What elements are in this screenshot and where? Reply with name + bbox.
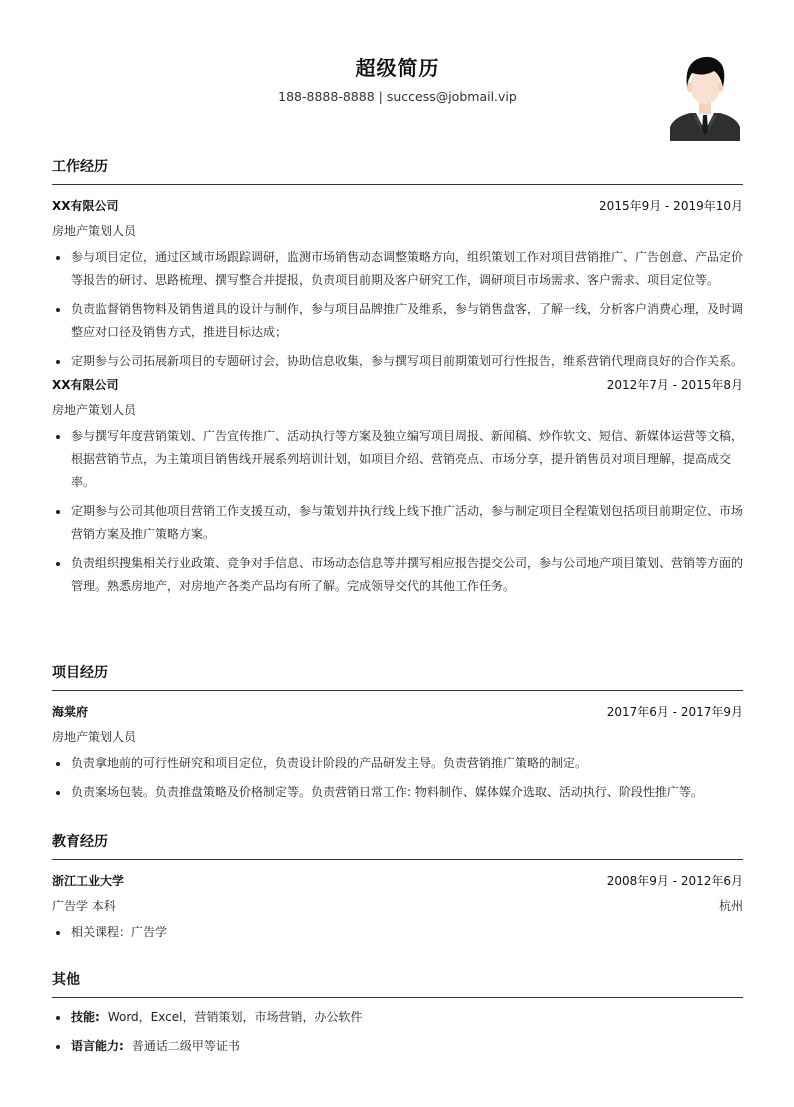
section-divider <box>52 997 743 998</box>
work-entry <box>52 197 743 373</box>
bullet-list <box>52 752 743 804</box>
language-value: 普通话二级甲等证书 <box>131 1039 240 1053</box>
section-divider <box>52 690 743 691</box>
skill-value: Word，Excel，营销策划，市场营销，办公软件 <box>107 1010 363 1024</box>
date-range: 2012年7月 - 2015年8月 <box>606 378 743 392</box>
bullet-list <box>52 246 743 373</box>
list-item: 负责监督销售物料及销售道具的设计与制作，参与项目品牌推广及维系，参与销售盘客，了解一线，分析客户消费心理，及时调整应对口径及销售方式，推进目标达成； <box>52 298 743 344</box>
school-name: 浙江工业大学 <box>52 874 125 888</box>
project-role: 房地产策划人员 <box>52 730 137 744</box>
list-item: 负责案场包装。负责推盘策略及价格制定等。负责营销日常工作: 物料制作、媒体媒介选取、活动执行、阶段性推广等。 <box>52 781 743 804</box>
project-entry <box>52 703 743 804</box>
section-title: 工作经历 <box>52 159 108 175</box>
section-title: 其他 <box>52 972 80 988</box>
work-experience-section <box>52 156 743 598</box>
other-section <box>52 969 743 1058</box>
school-city: 杭州 <box>718 899 743 913</box>
list-item: 参与撰写年度营销策划、广告宣传推广、活动执行等方案及独立编写项目周报、新闻稿、炒作软文、短信、新媒体运营等文稿，根据营销节点，为主策项目销售线开展系列培训计划，如项目介绍、营销亮点、市场分享，提升销售员对项目理解，提高成交率。 <box>52 425 743 494</box>
bullet-list <box>52 1006 743 1058</box>
resume-name: 超级简历 <box>355 56 440 80</box>
list-item: 参与项目定位，通过区域市场跟踪调研，监测市场销售动态调整策略方向，组织策划工作对项目营销推广、广告创意、产品定价等报告的研讨、思路梳理、撰写整合并提报，负责项目前期及客户研究工作，调研项目市场需求、客户需求、项目定位等。 <box>52 246 743 292</box>
section-title: 项目经历 <box>52 665 108 681</box>
date-range: 2008年9月 - 2012年6月 <box>606 874 743 888</box>
date-range: 2017年6月 - 2017年9月 <box>606 705 743 719</box>
education-section <box>52 831 743 944</box>
major-degree: 广告学 本科 <box>52 899 116 913</box>
list-item: 负责拿地前的可行性研究和项目定位，负责设计阶段的产品研发主导。负责营销推广策略的制定。 <box>52 752 743 775</box>
language-label: 语言能力: <box>71 1039 124 1053</box>
project-name: 海棠府 <box>52 705 89 719</box>
contact-info: 188-8888-8888 | success@jobmail.vip <box>278 89 517 104</box>
project-experience-section <box>52 662 743 804</box>
section-title: 教育经历 <box>52 834 108 850</box>
list-item: 定期参与公司其他项目营销工作支援互动，参与策划并执行线上线下推广活动，参与制定项目全程策划包括项目前期定位、市场营销方案及推广策略方案。 <box>52 500 743 546</box>
bullet-list <box>52 425 743 598</box>
work-entry <box>52 376 743 598</box>
avatar-icon <box>670 53 740 141</box>
section-divider <box>52 859 743 860</box>
list-item <box>52 1006 743 1029</box>
date-range: 2015年9月 - 2019年10月 <box>599 199 743 213</box>
list-item: 相关课程：广告学 <box>52 921 743 944</box>
job-role: 房地产策划人员 <box>52 224 137 238</box>
list-item: 负责组织搜集相关行业政策、竞争对手信息、市场动态信息等并撰写相应报告提交公司，参与公司地产项目策划、营销等方面的管理。熟悉房地产，对房地产各类产品均有所了解。完成领导交代的其他工作任务。 <box>52 552 743 598</box>
job-role: 房地产策划人员 <box>52 403 137 417</box>
section-divider <box>52 184 743 185</box>
skill-label: 技能: <box>71 1010 100 1024</box>
bullet-list <box>52 921 743 944</box>
company-name: XX有限公司 <box>52 199 119 213</box>
list-item: 定期参与公司拓展新项目的专题研讨会，协助信息收集，参与撰写项目前期策划可行性报告，维系营销代理商良好的合作关系。 <box>52 350 743 373</box>
resume-header <box>52 0 743 150</box>
company-name: XX有限公司 <box>52 378 119 392</box>
list-item <box>52 1035 743 1058</box>
